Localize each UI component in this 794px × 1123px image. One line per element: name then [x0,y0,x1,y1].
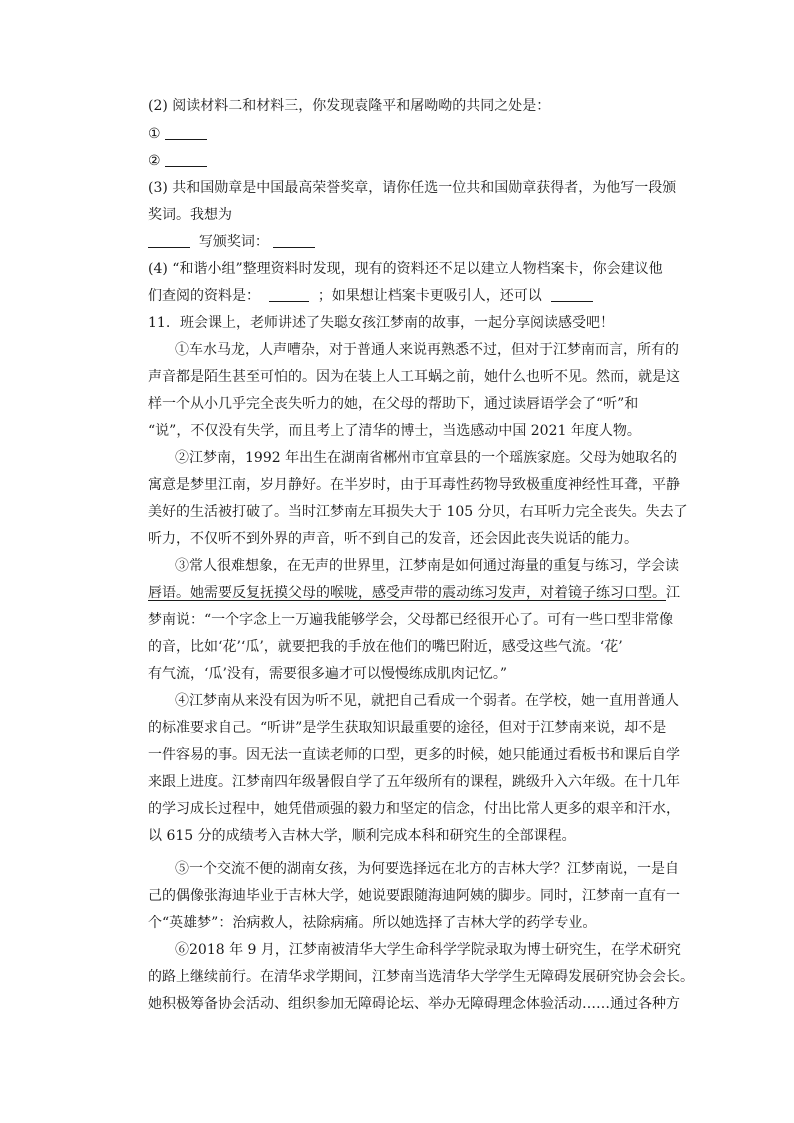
passage-line: 梦南说：“一个字念上一万遍我能够学会，父母都已经很开心了。可有一些口型非常像 [148,612,674,628]
q10-sub4-line2-a: 们查阅的资料是： [148,288,260,304]
passage-line: 的学习成长过程中，她凭借顽强的毅力和坚定的信念，付出比常人更多的艰辛和汗水， [148,801,680,817]
improvement-blank[interactable] [551,287,593,302]
q10-sub2-answer-2 [148,151,663,171]
q11-stem-text: 班会课上，老师讲述了失聪女孩江梦南的故事，一起分享阅读感受吧！ [180,315,614,331]
passage-line: 个“英雄梦”：治病救人，祛除病痛。所以她选择了吉林大学的药学专业。 [148,915,597,931]
passage-line: ⑥2018 年 9 月，江梦南被清华大学生命科学学院录取为博士研究生，在学术研究 [175,942,681,958]
passage-line: ④江梦南从来没有因为听不见，就把自己看成一个弱者。在学校，她一直用普通人 [175,693,679,709]
q10-sub3-award-label: 写颁奖词： [198,234,269,250]
passage-line: 来跟上进度。江梦南四年级暑假自学了五年级所有的课程，跳级升入六年级。在十几年 [148,774,680,790]
passage-line: ①车水马龙，人声嘈杂，对于普通人来说再熟悉不过，但对于江梦南而言，所有的 [175,342,679,358]
passage-line-tail: 江 [666,585,680,601]
passage-line: ⑤一个交流不便的湖南女孩，为何要选择远在北方的吉林大学？江梦南说，一是自 [175,861,679,877]
passage-line: “说”，不仅没有失学，而且考上了清华的博士，当选感动中国 2021 年度人物。 [148,423,641,439]
answer-blank[interactable] [165,152,207,167]
q10-sub2-answer-1 [148,124,663,144]
q10-sub2-item1-label: ① [148,126,161,142]
passage-line: 的音，比如‘花’‘瓜’，就要把我的手放在他们的嘴巴附近，感受这些气流。‘花’ [148,639,623,655]
passage-line: 的路上继续前行。在清华求学期间，江梦南当选清华大学学生无障碍发展研究协会会长。 [148,969,694,985]
answer-blank[interactable] [165,125,207,140]
passage-line: 一件容易的事。因无法一直读老师的口型，更多的时候，她只能通过看板书和课后自学 [148,747,680,763]
passage-line: ②江梦南，1992 年出生在湖南省郴州市宜章县的一个瑶族家庭。父母为她取名的 [175,450,678,466]
q10-sub4-line2 [148,286,663,306]
q10-sub3-line1: (3) 共和国勋章是中国最高荣誉奖章，请你任选一位共和国勋章获得者，为他写一段颁 [148,180,677,196]
q10-sub3-award-line [148,232,663,252]
passage-line: 己的偶像张海迪毕业于吉林大学，她说要跟随海迪阿姨的脚步。同时，江梦南一直有一 [148,888,680,904]
passage-line: 寓意是梦里江南，岁月静好。在半岁时，由于耳毒性药物导致极重度神经性耳聋，平静 [148,477,680,493]
q10-sub4-line1: (4) “和谐小组”整理资料时发现，现有的资料还不足以建立人物档案卡，你会建议他 [148,261,663,277]
passage-line: 她积极筹备协会活动、组织参加无障碍论坛、举办无障碍理念体验活动……通过各种方 [148,996,680,1012]
passage-line: 美好的生活被打破了。当时江梦南左耳损失大于 105 分贝，右耳听力完全丧失。失去了 [148,504,688,520]
passage-line: 听力，不仅听不到外界的声音，听不到自己的发音，还会因此丧失说话的能力。 [148,531,638,547]
passage-line: 样一个从小几乎完全丧失听力的她，在父母的帮助下，通过读唇语学会了“听”和 [148,396,639,412]
passage-line: 声音都是陌生甚至可怕的。因为在装上人工耳蜗之前，她什么也听不见。然而，就是这 [148,369,680,385]
award-recipient-blank[interactable] [148,233,190,248]
award-words-blank[interactable] [273,233,315,248]
passage-line: 有气流，‘瓜’没有，需要很多遍才可以慢慢练成肌肉记忆。” [148,666,508,682]
q10-sub2-prompt: (2) 阅读材料二和材料三，你发现袁隆平和屠呦呦的共同之处是： [148,98,551,114]
q10-sub2-item2-label: ② [148,153,161,169]
q11-stem [148,313,663,333]
q10-sub3-line2: 奖词。我想为 [148,207,232,223]
passage-line: 的标准要求自己。“听讲”是学生获取知识最重要的途径，但对于江梦南来说，却不是 [148,720,667,736]
underlined-sentence: 唇语。她需要反复抚摸父母的喉咙，感受声带的震动练习发声，对着镜子练习口型。 [148,585,666,601]
question-number: 11. [148,315,171,331]
passage-line: 以 615 分的成绩考入吉林大学，顺利完成本科和研究生的全部课程。 [148,828,576,844]
sources-blank[interactable] [269,287,309,302]
q10-sub4-line2-b: ；如果想让档案卡更吸引人，还可以 [317,288,542,304]
passage-line: ③常人很难想象，在无声的世界里，江梦南是如何通过海量的重复与练习，学会读 [175,558,679,574]
passage-line [148,583,680,603]
